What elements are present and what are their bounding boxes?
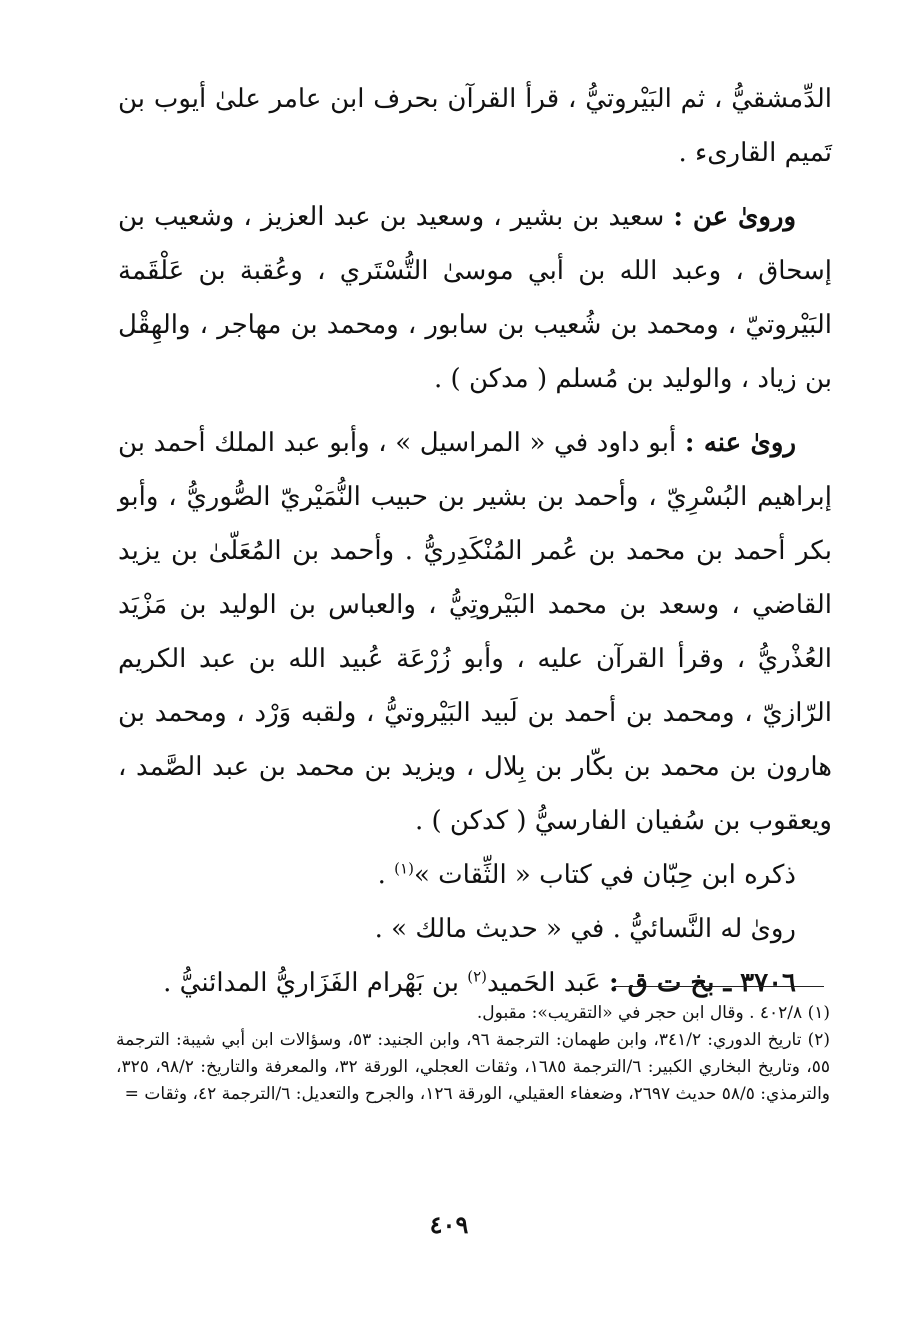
footnote-1: (١) ٤٠٢/٨ . وقال ابن حجر في «التقريب»: مقبول. xyxy=(476,1003,830,1023)
rawa-an-paragraph xyxy=(118,190,832,406)
entry-name: عَبد الحَميد xyxy=(486,968,609,998)
footnote-2: (٢) تاريخ الدوري: ٣٤١/٢، وابن طهمان: الترجمة ٩٦، وابن الجنيد: ٥٣، وسؤالات ابن أبي شيبة: الترجمة ٥٥، وتاريخ البخاري الكبير: ٦/الترجمة ١٦٨٥، وثقات العجلي، الورقة ٣٢، والمعرفة والتاريخ: ٩٨/٢، ٣٢٥، والترمذي: ٥٨/٥ حديث ٢٦٩٧، وضعفاء العقيلي، الورقة ١٢٦، والجرح والتعديل: ٦/الترجمة ٤٢، وثقات = xyxy=(116,1030,831,1104)
footnotes xyxy=(116,1000,830,1108)
dhakarahu-text: ذكره ابن حِبّان في كتاب « الثِّقات » xyxy=(413,860,796,890)
page-number: ٤٠٩ xyxy=(429,1210,469,1239)
footnote-divider xyxy=(614,986,824,987)
main-text xyxy=(118,72,832,1010)
footnote-marker-1: (١) xyxy=(394,859,414,878)
opening-text: الدِّمشقيُّ ، ثم البَيْروتيُّ ، قرأ القرآن بحرف ابن عامر علىٰ أيوب بن تَميم القارىء . xyxy=(118,84,832,168)
opening-paragraph xyxy=(118,72,832,180)
rawa-lahu-paragraph xyxy=(118,902,832,956)
entry-name-rest: بن بَهْرام الفَزَاريُّ المدائنيُّ . xyxy=(163,968,468,998)
dhakarahu-end: . xyxy=(377,860,395,890)
footnote-marker-2: (٢) xyxy=(467,967,487,986)
entry-number: ٣٧٠٦ ـ بخ ت ق : xyxy=(608,968,796,998)
rawa-anhu-text: أبو داود في « المراسيل » ، وأبو عبد الملك أحمد بن إبراهيم البُسْرِيّ ، وأحمد بن بشير بن حبيب النُّمَيْريّ الصُّوريُّ ، وأبو بكر أحمد بن محمد بن عُمر المُنْكَدِريُّ . وأحمد بن المُعَلّىٰ بن يزيد القاضي ، وسعد بن محمد البَيْروتِيُّ ، والعباس بن الوليد بن مَزْيَد العُذْريُّ ، وقرأ القرآن عليه ، وأبو زُرْعَة عُبيد الله بن عبد الكريم الرّازيّ ، ومحمد بن أحمد بن لَبيد البَيْروتيُّ ، ولقبه وَرْد ، ومحمد بن هارون بن محمد بن بكّار بن بِلال ، ويزيد بن محمد بن عبد الصَّمد ، ويعقوب بن سُفيان الفارسيُّ ( كدكن ) . xyxy=(118,428,832,836)
dhakarahu-paragraph xyxy=(118,848,832,902)
rawa-an-label: ورویٰ عن : xyxy=(673,202,797,232)
rawa-anhu-paragraph xyxy=(118,416,832,848)
rawa-an-text: سعيد بن بشير ، وسعيد بن عبد العزيز ، وشعيب بن إسحاق ، وعبد الله بن أبي موسىٰ التُّسْتَري ، وعُقبة بن عَلْقَمة البَيْروتيّ ، ومحمد بن شُعيب بن سابور ، ومحمد بن مهاجر ، والهِقْل بن زياد ، والوليد بن مُسلم ( مدكن ) . xyxy=(118,202,832,394)
rawa-anhu-label: رویٰ عنه : xyxy=(684,428,797,458)
rawa-lahu-text: رویٰ له النَّسائيُّ . في « حديث مالك » . xyxy=(374,914,796,944)
